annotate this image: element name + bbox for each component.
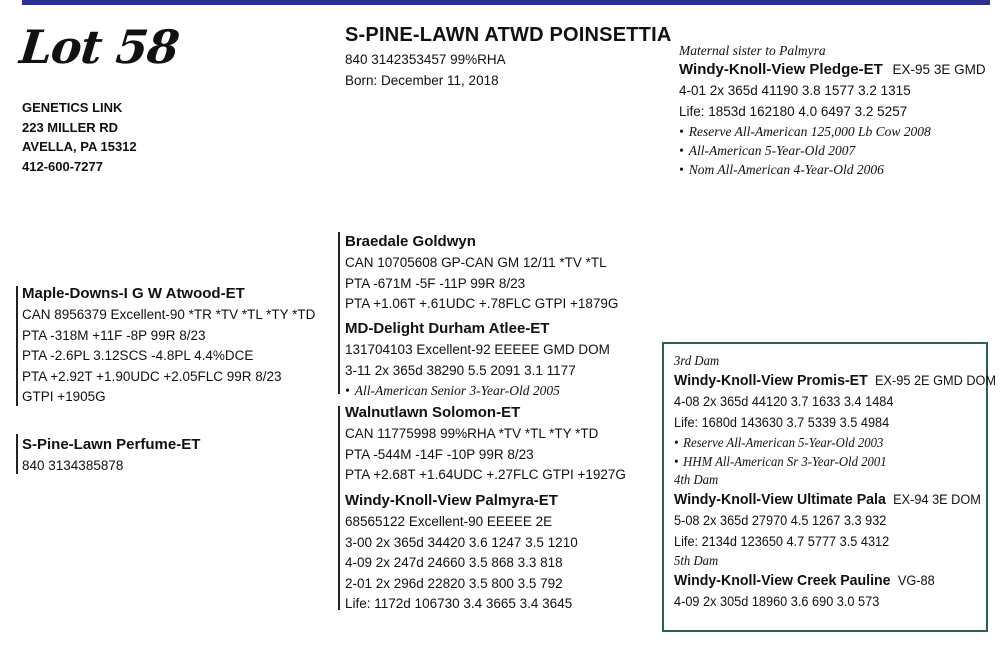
animal-name: S-PINE-LAWN ATWD POINSETTIA xyxy=(345,24,672,46)
sire-sire-line: CAN 10705608 GP-CAN GM 12/11 *TV *TL xyxy=(345,255,607,270)
sire-dam-line: 3-11 2x 365d 38290 5.5 2091 3.1 1177 xyxy=(345,362,576,378)
dam-sire-line: PTA +2.68T +1.64UDC +.27FLC GTPI +1927G xyxy=(345,467,626,483)
animal-id: 840 3142353457 99%RHA xyxy=(345,52,506,67)
dam-dam-line: 3-00 2x 365d 34420 3.6 1247 3.5 1210 xyxy=(345,534,578,550)
fourth-dam-life: Life: 2134d 123650 4.7 5777 3.5 4312 xyxy=(674,533,890,549)
fourth-dam-label: 4th Dam xyxy=(674,472,719,488)
maternal-sister-honor: • All-American 5-Year-Old 2007 xyxy=(679,141,986,160)
dam-name: S-Pine-Lawn Perfume-ET xyxy=(22,436,201,453)
maternal-sister-heading xyxy=(679,59,986,81)
consignor-phone: 412-600-7277 xyxy=(22,158,103,174)
sire-line: PTA +2.92T +1.90UDC +2.05FLC 99R 8/23 xyxy=(22,368,282,384)
third-dam-life: Life: 1680d 143630 3.7 5339 3.5 4984 xyxy=(674,414,890,430)
third-dam-label: 3rd Dam xyxy=(674,353,720,368)
dam-sire-line: PTA -544M -14F -10P 99R 8/23 xyxy=(345,446,534,462)
maternal-sister-honor: • Reserve All-American 125,000 Lb Cow 2008 xyxy=(679,122,986,141)
top-rule xyxy=(22,0,990,5)
maternal-sister-life: Life: 1853d 162180 4.0 6497 3.2 5257 xyxy=(679,103,908,119)
fifth-dam-class: VG-88 xyxy=(897,573,935,589)
ancestor-dams-content xyxy=(674,352,1000,613)
dam-dam-line: Life: 1172d 106730 3.4 3665 3.4 3645 xyxy=(345,596,573,612)
fifth-dam-record: 4-09 2x 305d 18960 3.6 690 3.0 573 xyxy=(674,594,880,610)
sire-line: CAN 8956379 Excellent-90 *TR *TV *TL *TY *TD xyxy=(22,307,316,322)
sire-line: PTA -2.6PL 3.12SCS -4.8PL 4.4%DCE xyxy=(22,348,254,364)
dam-sire-name: Walnutlawn Solomon-ET xyxy=(345,404,521,421)
maternal-sister-record: 4-01 2x 365d 41190 3.8 1577 3.2 1315 xyxy=(679,83,911,98)
sire-sire-name: Braedale Goldwyn xyxy=(345,233,476,250)
fourth-dam-record: 5-08 2x 365d 27970 4.5 1267 3.3 932 xyxy=(674,513,887,529)
fifth-dam-label: 5th Dam xyxy=(674,553,719,569)
sire-dam-honor: • All-American Senior 3-Year-Old 2005 xyxy=(345,381,610,400)
third-dam-class: EX-95 2E GMD DOM xyxy=(875,373,997,388)
fifth-dam-heading xyxy=(674,570,996,592)
consignor-city: AVELLA, PA 15312 xyxy=(22,139,137,154)
dam-bracket xyxy=(16,434,18,474)
sire-dam-block xyxy=(345,318,610,400)
maternal-sister-honor: • Nom All-American 4-Year-Old 2006 xyxy=(679,160,986,179)
third-dam-name: Windy-Knoll-View Promis-ET xyxy=(674,372,868,389)
dam-dam-line: 68565122 Excellent-90 EEEEE 2E xyxy=(345,514,553,529)
sire-side-bracket xyxy=(338,232,340,394)
sire-dam-name: MD-Delight Durham Atlee-ET xyxy=(345,320,550,337)
dam-sire-line: CAN 11775998 99%RHA *TV *TL *TY *TD xyxy=(345,426,599,441)
dam-dam-block xyxy=(345,490,578,615)
animal-born: Born: December 11, 2018 xyxy=(345,73,499,88)
dam-sire-block xyxy=(345,402,626,486)
dam-line: 840 3134385878 xyxy=(22,458,124,473)
consignor-contact xyxy=(22,98,137,176)
third-dam-record: 4-08 2x 365d 44120 3.7 1633 3.4 1484 xyxy=(674,394,894,409)
consignor-name: GENETICS LINK xyxy=(22,100,123,115)
third-dam-honor: • HHM All-American Sr 3-Year-Old 2001 xyxy=(674,452,996,471)
dam-block xyxy=(22,434,200,477)
sire-dam-line: 131704103 Excellent-92 EEEEE GMD DOM xyxy=(345,342,610,357)
sire-line: GTPI +1905G xyxy=(22,389,106,405)
consignor-street: 223 MILLER RD xyxy=(22,119,119,135)
maternal-sister-class: EX-95 3E GMD xyxy=(892,62,986,77)
lot-number: Lot 58 xyxy=(17,20,182,74)
dam-dam-name: Windy-Knoll-View Palmyra-ET xyxy=(345,492,558,509)
dam-dam-line: 2-01 2x 296d 22820 3.5 800 3.5 792 xyxy=(345,575,563,591)
dam-side-bracket xyxy=(338,406,340,610)
third-dam-heading xyxy=(674,370,996,392)
fifth-dam-name: Windy-Knoll-View Creek Pauline xyxy=(674,572,891,590)
third-dam-honor: • Reserve All-American 5-Year-Old 2003 xyxy=(674,433,996,452)
fourth-dam-heading xyxy=(674,489,996,511)
sire-sire-block xyxy=(345,231,618,315)
sire-block xyxy=(22,283,315,408)
fourth-dam-class: EX-94 3E DOM xyxy=(893,492,981,508)
sire-bracket xyxy=(16,286,18,406)
maternal-sister-name: Windy-Knoll-View Pledge-ET xyxy=(679,61,883,78)
fourth-dam-name: Windy-Knoll-View Ultimate Pala xyxy=(674,491,886,509)
sire-line: PTA -318M +11F -8P 99R 8/23 xyxy=(22,327,206,343)
sire-name: Maple-Downs-I G W Atwood-ET xyxy=(22,285,245,302)
dam-dam-line: 4-09 2x 247d 24660 3.5 868 3.3 818 xyxy=(345,555,563,571)
maternal-sister-note: Maternal sister to Palmyra xyxy=(679,43,826,58)
sire-sire-line: PTA -671M -5F -11P 99R 8/23 xyxy=(345,275,526,291)
maternal-sister-block xyxy=(679,42,986,179)
sire-sire-line: PTA +1.06T +.61UDC +.78FLC GTPI +1879G xyxy=(345,296,619,312)
